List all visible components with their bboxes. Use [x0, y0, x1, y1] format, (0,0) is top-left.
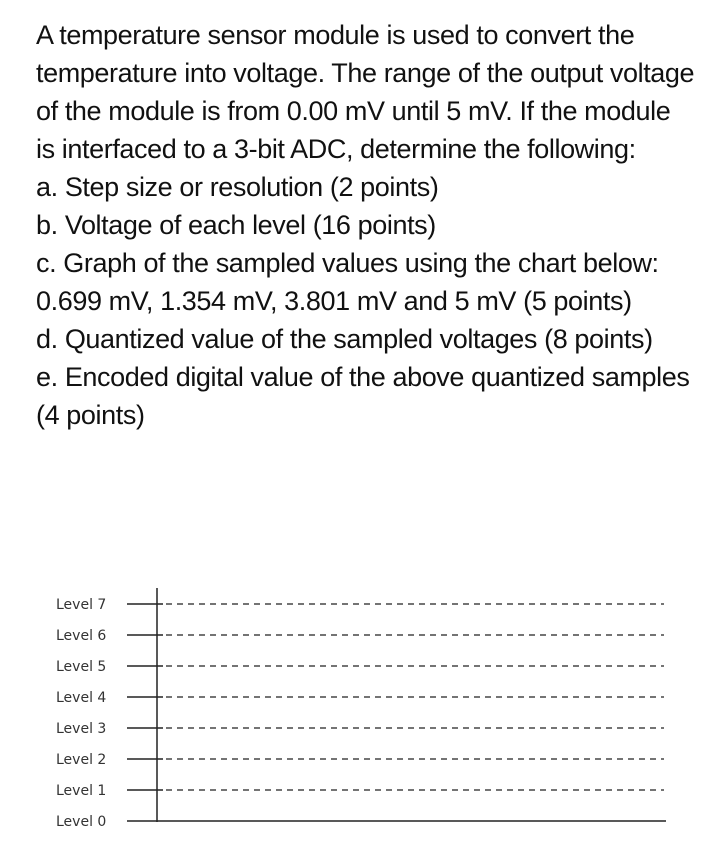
level-label-2: Level 2	[56, 752, 107, 768]
question-item-d: d. Quantized value of the sampled voltages (8 points)	[36, 324, 653, 354]
question-item-b: b. Voltage of each level (16 points)	[36, 210, 436, 240]
level-label-0: Level 0	[56, 814, 107, 830]
level-label-5: Level 5	[56, 659, 107, 675]
question-intro: A temperature sensor module is used to convert the temperature into voltage. The range of the output voltage of the module is from 0.00 mV until 5 mV. If the module is interfaced to a 3-bit ADC, determine the following:	[36, 20, 695, 164]
level-label-6: Level 6	[56, 628, 107, 644]
question-item-c: c. Graph of the sampled values using the chart below: 0.699 mV, 1.354 mV, 3.801 mV and 5 mV (5 points)	[36, 248, 659, 316]
question-item-a: a. Step size or resolution (2 points)	[36, 172, 439, 202]
question-item-e: e. Encoded digital value of the above quantized samples (4 points)	[36, 362, 690, 430]
question-text	[36, 16, 696, 434]
level-label-3: Level 3	[56, 721, 107, 737]
level-label-1: Level 1	[56, 783, 107, 799]
level-label-7: Level 7	[56, 597, 107, 613]
quantization-level-chart	[0, 580, 720, 840]
level-label-4: Level 4	[56, 690, 107, 706]
